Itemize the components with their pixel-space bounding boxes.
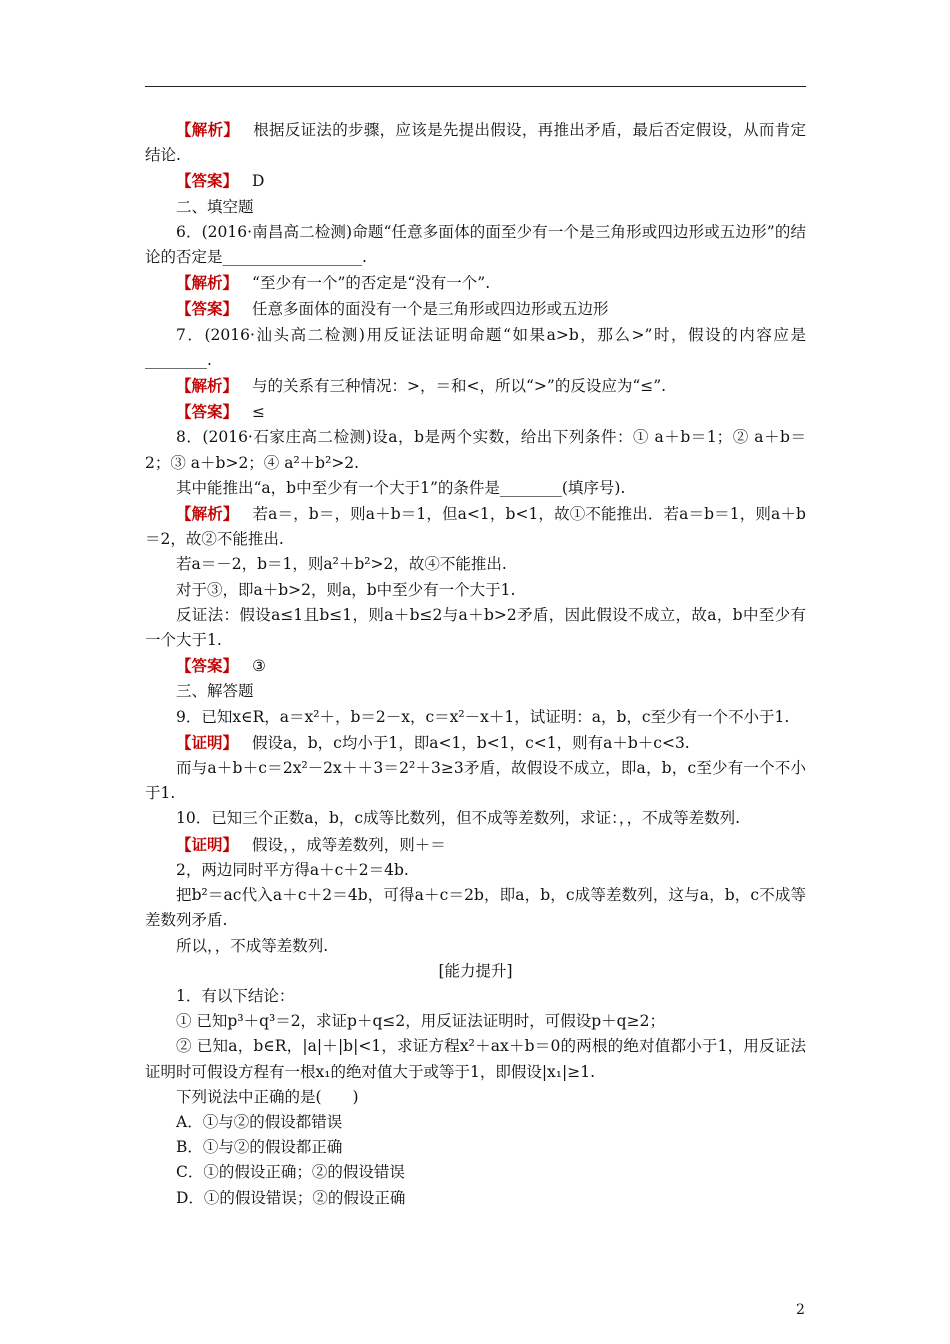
labeled-paragraph	[145, 296, 806, 322]
paragraph-text: 假设，，成等差数列，则＋＝	[252, 835, 446, 854]
paragraph-text: 1．有以下结论：	[176, 986, 295, 1005]
paragraph	[145, 1110, 806, 1135]
paragraph-text: 8．(2016·石家庄高二检测)设a，b是两个实数，给出下列条件：① a＋b＝1；② a＋b＝2；③ a＋b>2；④ a²＋b²>2.	[145, 428, 806, 472]
labeled-paragraph	[145, 653, 806, 679]
analysis-label: 【解析】	[176, 504, 239, 524]
paragraph	[145, 984, 806, 1009]
paragraph-text: [能力提升]	[438, 961, 513, 980]
paragraph	[145, 1085, 806, 1110]
labeled-paragraph	[145, 117, 806, 168]
answer-label: 【答案】	[176, 299, 239, 319]
paragraph-text: 若a＝，b＝，则a＋b＝1，但a<1，b<1，故①不能推出．若a＝b＝1，则a＋b＝2，故②不能推出.	[145, 505, 806, 549]
paragraph	[145, 934, 806, 959]
paragraph	[145, 679, 806, 704]
section-heading	[145, 959, 806, 984]
paragraph-text: 若a＝－2，b＝1，则a²＋b²>2，故④不能推出.	[176, 555, 507, 574]
paragraph-text: 把b²＝ac代入a＋c＋2＝4b，可得a＋c＝2b，即a，b，c成等差数列，这与a，b，c不成等差数列矛盾.	[145, 886, 806, 930]
paragraph	[145, 883, 806, 933]
paragraph	[145, 1009, 806, 1034]
labeled-paragraph	[145, 399, 806, 425]
analysis-label: 【解析】	[176, 273, 239, 293]
paragraph-text: 所以，，不成等差数列.	[176, 936, 329, 955]
paragraph	[145, 220, 806, 270]
paragraph	[145, 705, 806, 730]
paragraph-text: 2，两边同时平方得a＋c＋2＝4b.	[176, 860, 409, 879]
paragraph-text: 6．(2016·南昌高二检测)命题“任意多面体的面至少有一个是三角形或四边形或五边形”的结论的否定是__________________.	[145, 222, 806, 267]
answer-label: 【答案】	[176, 171, 239, 191]
paragraph-text: ① 已知p³＋q³＝2，求证p＋q≤2，用反证法证明时，可假设p＋q≥2；	[176, 1012, 665, 1031]
paragraph-text: 根据反证法的步骤，应该是先提出假设，再推出矛盾，最后否定假设，从而肯定结论.	[145, 121, 806, 165]
paragraph-text: 10．已知三个正数a，b，c成等比数列，但不成等差数列，求证：，，不成等差数列.	[176, 809, 740, 828]
analysis-label: 【解析】	[176, 376, 239, 396]
paragraph-text: ③	[252, 657, 266, 676]
paragraph	[145, 1160, 806, 1185]
header-rule	[145, 86, 806, 87]
paragraph	[145, 1135, 806, 1160]
paragraph-text: B．①与②的假设都正确	[176, 1138, 343, 1157]
paragraph	[145, 603, 806, 653]
paragraph-text: 与的关系有三种情况：>，＝和<，所以“>”的反设应为“≤”.	[252, 377, 667, 396]
paragraph-text: 假设a，b，c均小于1，即a<1，b<1，c<1，则有a＋b＋c<3.	[252, 733, 690, 752]
paragraph-text: ② 已知a，b∈R，|a|＋|b|<1，求证方程x²＋ax＋b＝0的两根的绝对值都小于1，用反证法证明时可假设方程有一根x₁的绝对值大于或等于1，即假设|x₁|≥1.	[145, 1037, 806, 1081]
labeled-paragraph	[145, 168, 806, 194]
paragraph-text: 其中能推出“a，b中至少有一个大于1”的条件是________(填序号).	[176, 478, 626, 497]
paragraph	[145, 806, 806, 831]
labeled-paragraph	[145, 730, 806, 756]
paragraph-text: A．①与②的假设都错误	[176, 1112, 343, 1131]
paragraph	[145, 476, 806, 501]
paragraph-text: 任意多面体的面没有一个是三角形或四边形或五边形	[252, 300, 609, 319]
labeled-paragraph	[145, 501, 806, 552]
paragraph-text: D	[252, 172, 265, 191]
answer-label: 【答案】	[176, 402, 239, 422]
analysis-label: 【解析】	[176, 120, 240, 139]
page-number: 2	[796, 1302, 805, 1318]
paragraph-text: 7．(2016·汕头高二检测)用反证法证明命题“如果a>b，那么>”时，假设的内容应是________.	[145, 325, 806, 369]
paragraph	[145, 858, 806, 883]
paragraph	[145, 195, 806, 220]
paragraph-text: D．①的假设错误；②的假设正确	[176, 1188, 406, 1207]
labeled-paragraph	[145, 832, 806, 858]
paragraph-text: 下列说法中正确的是( )	[176, 1087, 359, 1106]
paragraph-text: 反证法：假设a≤1且b≤1，则a＋b≤2与a＋b>2矛盾，因此假设不成立，故a，b中至少有一个大于1.	[145, 605, 806, 650]
paragraph	[145, 552, 806, 577]
paragraph	[145, 756, 806, 806]
paragraph-text: 而与a＋b＋c＝2x²－2x＋＋3＝2²＋3≥3矛盾，故假设不成立，即a，b，c至少有一个不小于1.	[145, 759, 806, 803]
paragraph-text: 二、填空题	[176, 197, 254, 216]
proof-label: 【证明】	[176, 834, 239, 854]
paragraph-text: 对于③，即a＋b>2，则a，b中至少有一个大于1.	[176, 580, 516, 599]
labeled-paragraph	[145, 270, 806, 296]
paragraph-text: “至少有一个”的否定是“没有一个”.	[252, 274, 491, 293]
paragraph-text: C．①的假设正确；②的假设错误	[176, 1163, 405, 1182]
labeled-paragraph	[145, 373, 806, 399]
paragraph	[145, 425, 806, 475]
paragraph-text: 9．已知x∈R，a＝x²＋，b＝2－x，c＝x²－x＋1，试证明：a，b，c至少有一个不小于1.	[176, 707, 790, 726]
paragraph-text: ≤	[252, 403, 266, 422]
proof-label: 【证明】	[176, 732, 239, 752]
document-body	[145, 117, 806, 1211]
paragraph	[145, 1186, 806, 1211]
paragraph	[145, 578, 806, 603]
paragraph	[145, 1034, 806, 1084]
paragraph-text: 三、解答题	[176, 682, 254, 701]
paragraph	[145, 323, 806, 373]
answer-label: 【答案】	[176, 656, 239, 676]
